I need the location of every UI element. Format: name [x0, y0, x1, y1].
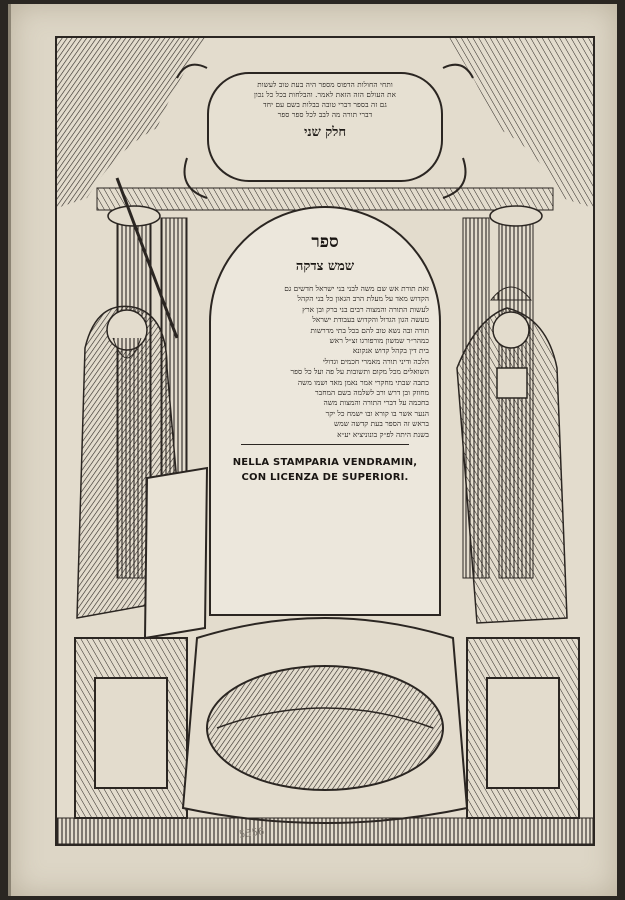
description-line: כתבה שבתי מחקרי אמר נאמן מאד ושמו משה — [297, 377, 429, 387]
title-tablet — [209, 206, 441, 616]
description-line: הקדוש מאד על מעלת הרב הגאון כל בני הקהל — [297, 294, 429, 304]
description-line: השואלים מכל מקום ותשובות על פה ועל כל ספר — [290, 367, 429, 377]
title-description — [221, 284, 429, 440]
divider — [241, 444, 409, 445]
description-line: בשנת היתה לפ״ק בונוניציא יע״א — [337, 429, 429, 439]
header-line: גם זה בספר דברי טובה בבלות בשם עם יחד — [263, 100, 387, 109]
breastplate — [497, 368, 527, 398]
left-curtain — [57, 38, 207, 208]
header-line: ותחי החולות הדפוס מספר היה בעת טוב לעשות — [257, 80, 393, 89]
description-line: בראש זה הספר בעת קדשה שמש — [334, 419, 429, 429]
right-curtain — [447, 38, 593, 208]
woodcut-frame — [55, 36, 595, 846]
floor — [57, 818, 593, 844]
tablets-of-law — [145, 468, 207, 638]
description-line: תורה ובה נשא טוב להם בכל בתי מדרשות — [310, 325, 429, 335]
description-line: כמהר״ר שמשון מורפורגו זצ״ל ראש — [329, 336, 429, 346]
description-line: זאת תורת אש שם משה לבני בני ישראל חדשים גם — [284, 284, 429, 293]
header-line: את העולם הזה הזאת לאמר. והבלחות בכל כל נכון — [253, 90, 397, 99]
description-line: הלכה ודיני תורה מאמרי חכמים וגדולי — [322, 356, 429, 366]
imprint-line: NELLA STAMPARIA VENDRAMIN, — [232, 457, 418, 469]
imprint — [221, 455, 429, 485]
book-title: שמש צדקה — [295, 259, 355, 274]
part-label: חלק שני — [303, 125, 347, 140]
header-line: דברי תורה מה לבב לכל ספר ספר — [277, 110, 373, 119]
description-line: הנער אשר בו קורא ובו ישמח כל יקר — [325, 408, 429, 418]
description-line: מחוזק ובן דרש ורב לשלמה בשם המחבר — [315, 388, 429, 398]
description-line: לעשות התורה והמצוה רבים בני ברק ובן ארץ — [302, 304, 429, 314]
book-title-word: ספר — [311, 232, 339, 252]
pencil-shelfmark: 5556 — [238, 826, 266, 841]
aaron-figure — [457, 308, 567, 623]
title-page — [8, 4, 617, 896]
description-line: מעשה הגון הגדול והקדוש בעבודת ישראל — [312, 315, 429, 325]
description-line: בחכמה על דברי התורה והמצות משה — [323, 398, 429, 408]
imprint-line: CON LICENZA DE SUPERIORI. — [241, 472, 409, 484]
battle-scene — [207, 666, 443, 790]
header-cartouche — [207, 72, 443, 182]
description-line: בית דין בקהל קדוש אנקונא — [352, 346, 429, 356]
